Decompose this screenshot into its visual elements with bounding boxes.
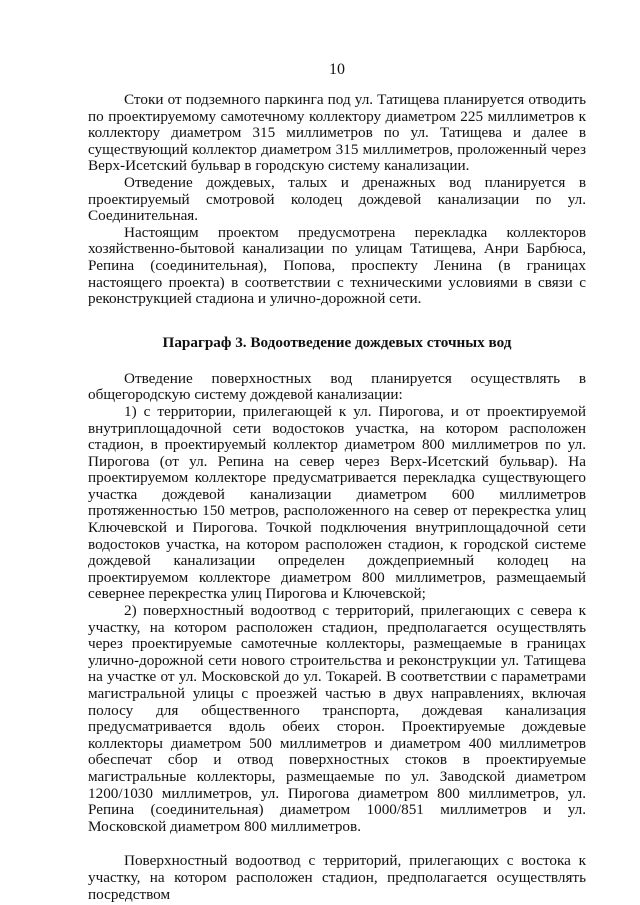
section-heading: Параграф 3. Водоотведение дождевых сточных вод [162, 333, 512, 351]
paragraph-sewer-relaying: Настоящим проектом предусмотрена перекладка коллекторов хозяйственно-бытовой канализации по улицам Татищева, Анри Барбюса, Репина (соединительная), Попова, проспекту Ленина (в границах настоящего проекта) в соответствии с техническими условиями в связи с реконструкцией стадиона и улично-дорожной сети. [88, 223, 586, 308]
paragraph-item-2-north: 2) поверхностный водоотвод с территорий, прилегающих с севера к участку, на котором расположен стадион, предполагается осуществлять через проектируемые самотечные коллекторы, размещаемые в границах улично-дорожной сети нового строительства и реконструкции ул. Татищева на участке от ул. Московской до ул. Токарей. В соответствии с параметрами магистральной улицы с проезжей частью в двух направлениях, включая полосу для общественного транспорта, дождевая канализация предусматривается вдоль обеих сторон. Проектируемые дождевые коллекторы диаметром 500 миллиметров и диаметром 400 миллиметров обеспечат сбор и отвод поверхностных стоков в проектируемые магистральные коллекторы, размещаемые по ул. Заводской диаметром 1200/1030 миллиметров, ул. Пирогова диаметром 800 миллиметров, ул. Репина (соединительная) диаметром 1000/851 миллиметров и ул. Московской диаметром 800 миллиметров. [88, 602, 586, 835]
paragraph-surface-water-intro: Отведение поверхностных вод планируется осуществлять в общегородскую систему дождевой канализации: [88, 369, 586, 404]
paragraph-item-1-pirogova: 1) с территории, прилегающей к ул. Пирогова, и от проектируемой внутриплощадочной сети водостоков участка, на котором расположен стадион, в проектируемый коллектор диаметром 800 миллиметров по ул. Пирогова (от ул. Репина на север через Верх-Исетский бульвар). На проектируемом коллекторе предусматривается перекладка существующего участка дождевой канализации диаметром 600 миллиметров протяженностью 150 метров, расположенного на север от перекрестка улиц Ключевской и Пирогова. Точкой подключения внутриплощадочной сети водостоков участка, на котором расположен стадион, к городской системе дождевой канализации определен дождеприемный колодец на проектируемом коллекторе диаметром 800 миллиметров, размещаемый севернее перекрестка улиц Пирогова и Ключевской; [88, 402, 586, 603]
paragraph-rainwater-diversion: Отведение дождевых, талых и дренажных вод планируется в проектируемый смотровой колодец дождевой канализации по ул. Соединительная. [88, 173, 586, 225]
page-number: 10 [329, 61, 345, 78]
paragraph-parking-drainage: Стоки от подземного паркинга под ул. Татищева планируется отводить по проектируемому самотечному коллектору диаметром 225 миллиметров к коллектору диаметром 315 миллиметров по ул. Татищева и далее в существующий коллектор диаметром 315 миллиметров, проложенный через Верх-Исетский бульвар в городскую систему канализации. [88, 91, 586, 175]
paragraph-east-drainage: Поверхностный водоотвод с территорий, прилегающих с востока к участку, на котором расположен стадион, предполагается осуществлять посредством [88, 852, 586, 903]
